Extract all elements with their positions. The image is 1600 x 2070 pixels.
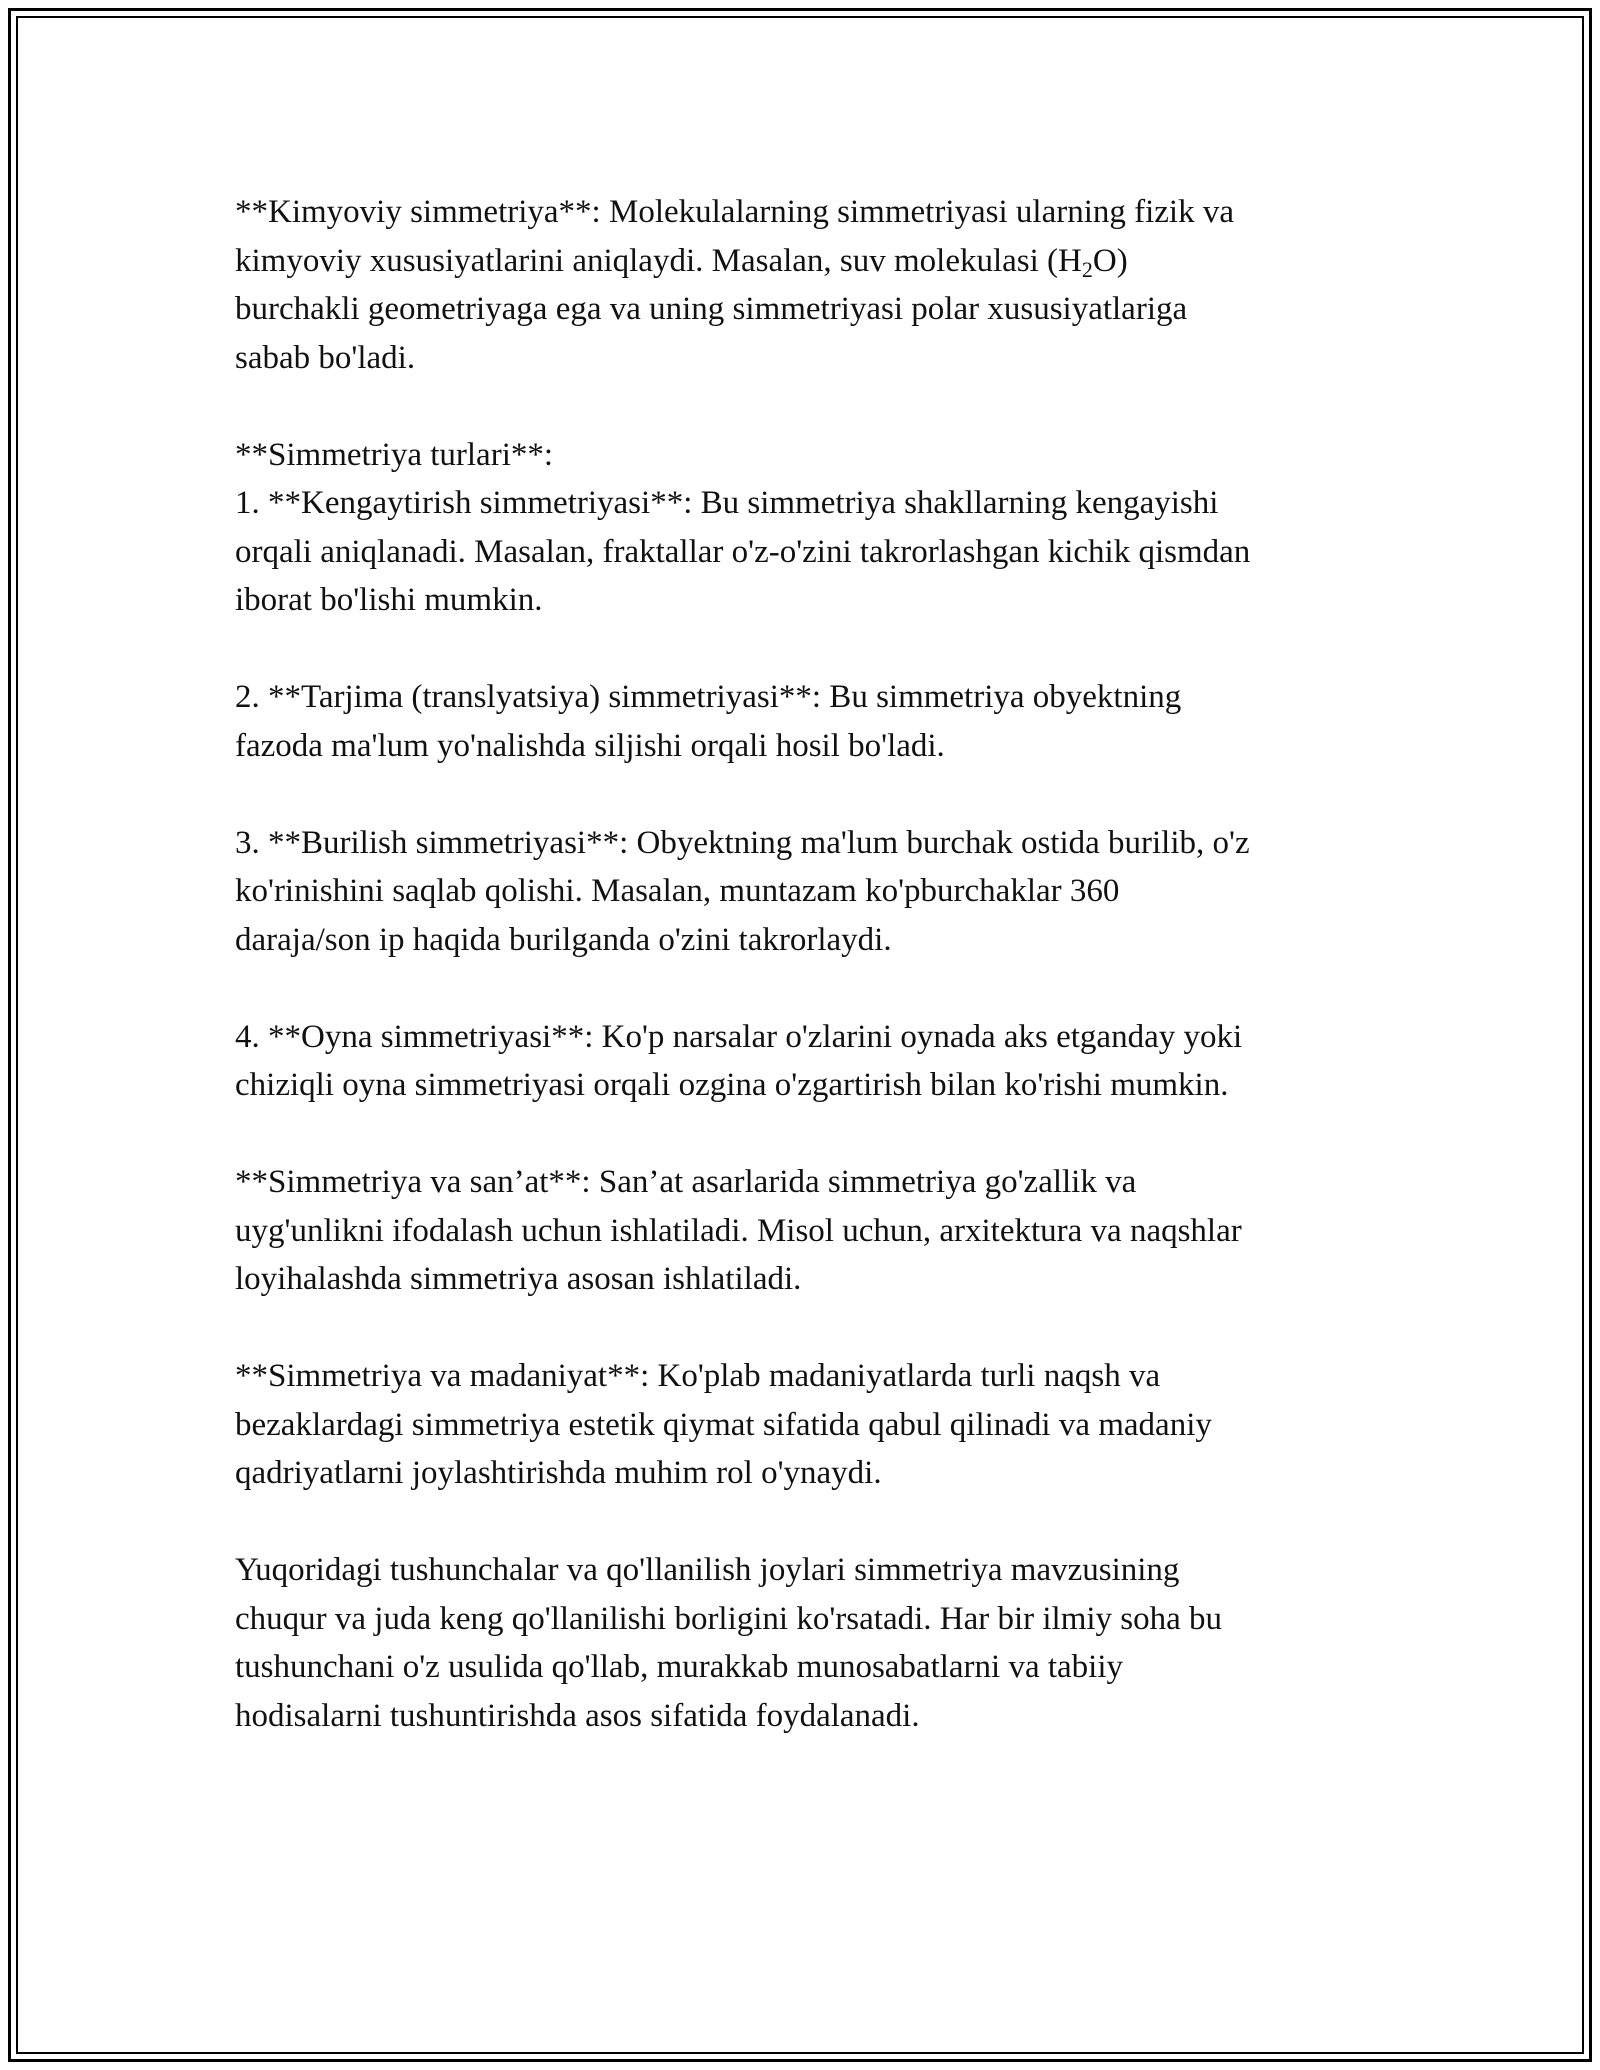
text-line: **Simmetriya turlari**: [235, 436, 554, 473]
formula-text-after: O) [1092, 242, 1128, 279]
formula-text-before: kimyoviy xususiyatlarini aniqlaydi. Masalan, suv molekulasi (H [235, 242, 1082, 279]
text-line: qadriyatlarni joylashtirishda muhim rol o'ynaydi. [235, 1455, 882, 1491]
paragraph-kimyoviy-simmetriya [235, 188, 1370, 382]
text-line: chiziqli oyna simmetriyasi orqali ozgina o'zgartirish bilan ko'rishi mumkin. [235, 1067, 1229, 1103]
text-line: loyihalashda simmetriya asosan ishlatiladi. [235, 1261, 802, 1297]
text-line-formula [235, 237, 1370, 286]
text-line: **Simmetriya va madaniyat**: Ko'plab madaniyatlarda turli naqsh va [235, 1358, 1161, 1394]
text-line: Yuqoridagi tushunchalar va qo'llanilish joylari simmetriya mavzusining [235, 1552, 1180, 1588]
paragraph-simmetriya-va-madaniyat [235, 1352, 1370, 1498]
text-line: sabab bo'ladi. [235, 339, 416, 376]
paragraph-oyna-simmetriyasi [235, 1013, 1370, 1110]
text-line: uyg'unlikni ifodalash uchun ishlatiladi. Misol uchun, arxitektura va naqshlar [235, 1212, 1242, 1249]
paragraph-conclusion [235, 1546, 1370, 1740]
text-line: 3. **Burilish simmetriyasi**: Obyektning ma'lum burchak ostida burilib, o'z [235, 824, 1250, 861]
text-line: burchakli geometriyaga ega va uning simmetriyasi polar xususiyatlariga [235, 291, 1188, 327]
text-line: **Simmetriya va san’at**: San’at asarlarida simmetriya go'zallik va [235, 1164, 1137, 1200]
text-line: hodisalarni tushuntirishda asos sifatida foydalanadi. [235, 1697, 920, 1734]
paragraph-simmetriya-va-sanat [235, 1158, 1370, 1304]
text-line: chuqur va juda keng qo'llanilishi borligini ko'rsatadi. Har bir ilmiy soha bu [235, 1600, 1223, 1637]
text-line: iborat bo'lishi mumkin. [235, 582, 543, 618]
text-line: 4. **Oyna simmetriyasi**: Ko'p narsalar o'zlarini oynada aks etganday yoki [235, 1018, 1243, 1055]
text-line: 1. **Kengaytirish simmetriyasi**: Bu simmetriya shakllarning kengayishi [235, 485, 1219, 521]
formula-subscript: 2 [1081, 256, 1093, 282]
document-body [235, 188, 1370, 1740]
text-line: bezaklardagi simmetriya estetik qiymat sifatida qabul qilinadi va madaniy [235, 1406, 1212, 1443]
text-line: 2. **Tarjima (translyatsiya) simmetriyasi**: Bu simmetriya obyektning [235, 679, 1182, 715]
paragraph-burilish-simmetriyasi [235, 819, 1370, 965]
text-line: orqali aniqlanadi. Masalan, fraktallar o'z-o'zini takrorlashgan kichik qismdan [235, 533, 1251, 570]
text-line: **Kimyoviy simmetriya**: Molekulalarning simmetriyasi ularning fizik va [235, 194, 1234, 230]
text-line: tushunchani o'z usulida qo'llab, murakkab munosabatlarni va tabiiy [235, 1649, 1124, 1685]
text-line: ko'rinishini saqlab qolishi. Masalan, muntazam ko'pburchaklar 360 [235, 873, 1120, 909]
text-line: daraja/son ip haqida burilganda o'zini takrorlaydi. [235, 921, 892, 958]
paragraph-tarjima-simmetriyasi [235, 673, 1370, 770]
text-line: fazoda ma'lum yo'nalishda siljishi orqali hosil bo'ladi. [235, 727, 945, 764]
paragraph-simmetriya-turlari [235, 431, 1370, 625]
